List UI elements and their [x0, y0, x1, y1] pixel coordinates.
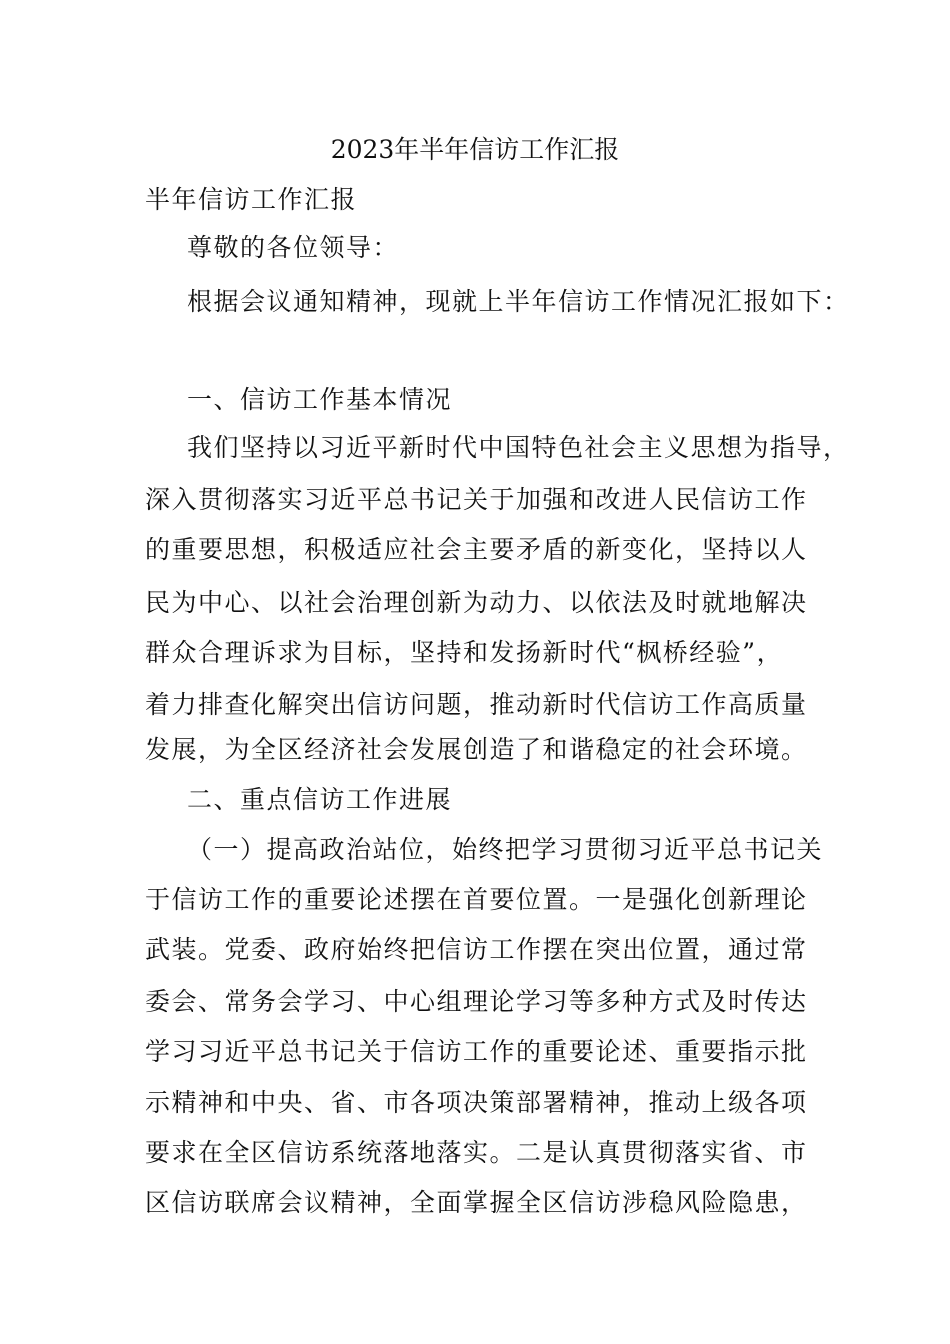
section-2-line: 武装。党委、政府始终把信访工作摆在突出位置，通过常 [145, 935, 808, 964]
section-1-line: 深入贯彻落实习近平总书记关于加强和改进人民信访工作 [145, 485, 808, 514]
section-2-line: 学习习近平总书记关于信访工作的重要论述、重要指示批 [145, 1037, 808, 1066]
section-2-line: 区信访联席会议精神，全面掌握全区信访涉稳风险隐患， [145, 1188, 808, 1217]
document-subtitle: 半年信访工作汇报 [145, 185, 358, 214]
section-2-line: 要求在全区信访系统落地落实。二是认真贯彻落实省、市 [145, 1138, 808, 1167]
intro-paragraph: 根据会议通知精神，现就上半年信访工作情况汇报如下： [187, 287, 850, 316]
greeting: 尊敬的各位领导： [187, 233, 400, 262]
section-2-heading: 二、重点信访工作进展 [187, 785, 453, 814]
section-2-line: 委会、常务会学习、中心组理论学习等多种方式及时传达 [145, 987, 808, 1016]
section-1-line: 我们坚持以习近平新时代中国特色社会主义思想为指导， [187, 433, 850, 462]
document-title: 2023年半年信访工作汇报 [330, 135, 620, 164]
section-1-line: 着力排查化解突出信访问题，推动新时代信访工作高质量 [145, 690, 808, 719]
section-1-line: 群众合理诉求为目标，坚持和发扬新时代“枫桥经验”， [145, 638, 784, 667]
section-1-line: 发展，为全区经济社会发展创造了和谐稳定的社会环境。 [145, 735, 808, 764]
section-2-line: 于信访工作的重要论述摆在首要位置。一是强化创新理论 [145, 885, 808, 914]
section-2-line: （一）提高政治站位，始终把学习贯彻习近平总书记关 [187, 835, 824, 864]
section-1-line: 民为中心、以社会治理创新为动力、以依法及时就地解决 [145, 588, 808, 617]
section-2-line: 示精神和中央、省、市各项决策部署精神，推动上级各项 [145, 1088, 808, 1117]
section-1-line: 的重要思想，积极适应社会主要矛盾的新变化，坚持以人 [145, 535, 808, 564]
section-1-heading: 一、信访工作基本情况 [187, 385, 453, 414]
